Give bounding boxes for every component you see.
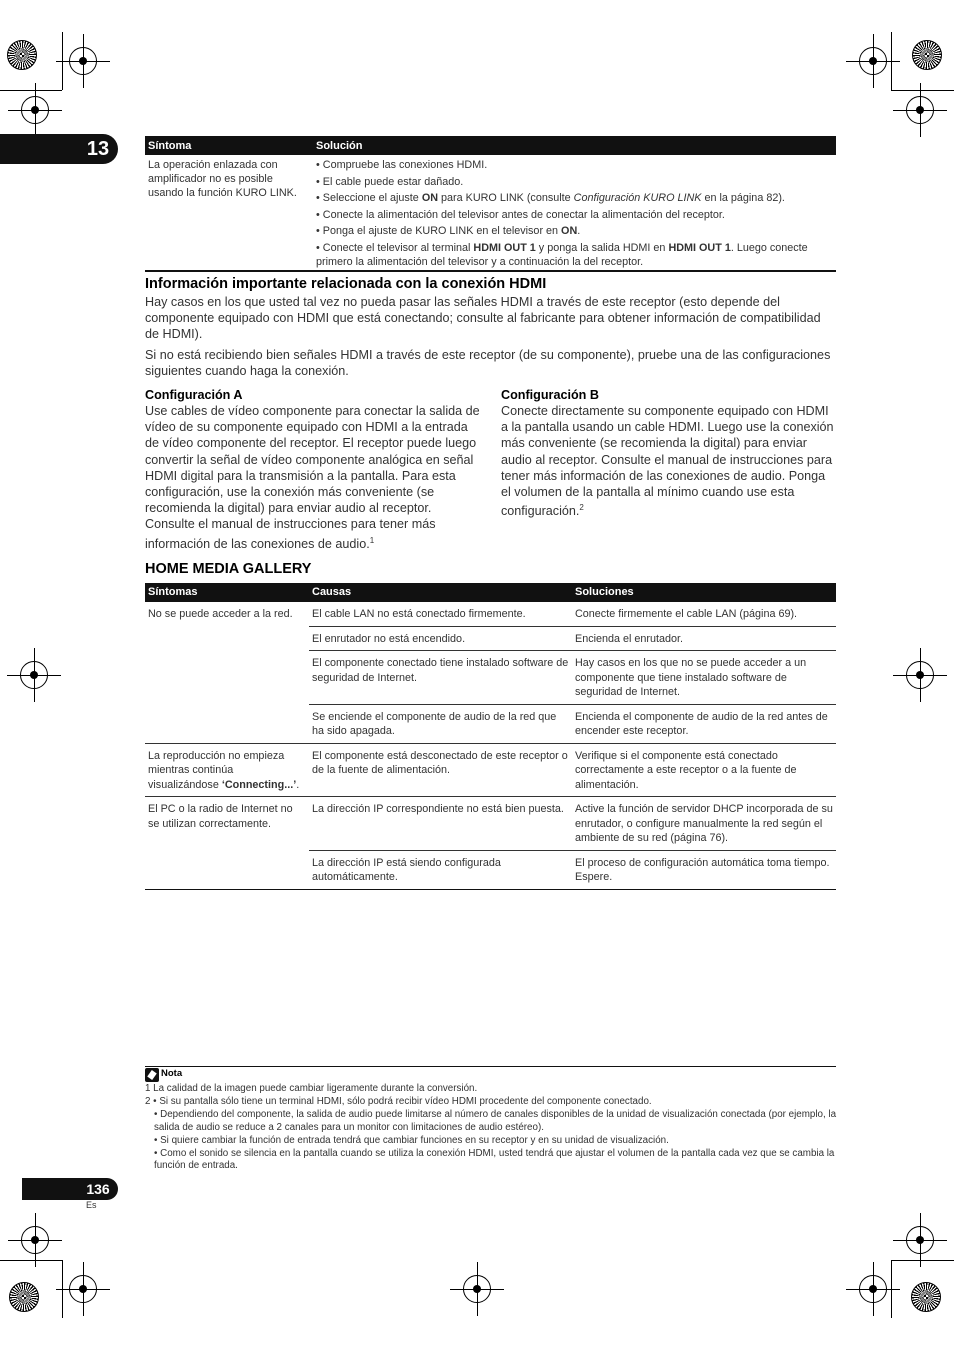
chapter-number: 13 [86, 138, 110, 160]
crop-mark [891, 90, 954, 91]
solution-cell: El proceso de configuración automática toma tiempo. Espere. [572, 850, 836, 889]
language-code: Es [86, 1200, 97, 1210]
kuro-link-table [145, 136, 836, 271]
section-title-hdmi: Información importante relacionada con la conexión HDMI [145, 276, 547, 292]
registration-starburst-icon [912, 40, 942, 70]
registration-mark-icon [859, 47, 887, 75]
section-title-gallery: HOME MEDIA GALLERY [145, 561, 312, 577]
column-header-solution: Solución [313, 136, 836, 155]
page-number: 136 [86, 1181, 110, 1197]
cause-cell: El cable LAN no está conectado firmemente. [309, 602, 572, 626]
crop-mark [0, 90, 62, 91]
config-b-heading: Configuración B [501, 388, 599, 402]
notes-title: Nota [161, 1068, 183, 1079]
solution-cell: Verifique si el componente está conectado correctamente a este receptor o a la fuente de alimentación. [572, 743, 836, 797]
hdmi-paragraph-2: Si no está recibiendo bien señales HDMI a través de este receptor (de su componente), pruebe una de las configuraciones siguientes cuando haga la conexión. [145, 348, 831, 379]
crop-mark [891, 32, 892, 90]
cause-cell: Se enciende el componente de audio de la red que ha sido apagada. [309, 704, 572, 743]
cause-cell: El componente conectado tiene instalado software de seguridad de Internet. [309, 651, 572, 705]
note-item: 2 • Si su pantalla sólo tiene un terminal HDMI, sólo podrá recibir vídeo HDMI procedente del componente conectado. [145, 1095, 652, 1107]
notes-block [145, 1083, 837, 1173]
solution-cell: Encienda el enrutador. [572, 626, 836, 651]
registration-mark-icon [463, 1275, 491, 1303]
column-header-symptoms: Síntomas [145, 583, 309, 602]
solution-item: • Seleccione el ajuste ON para KURO LINK (consulte Configuración KURO LINK en la página 82). [316, 192, 785, 204]
config-a-text: Use cables de vídeo componente para conectar la salida de vídeo de su componente equipado con HDMI a la entrada de vídeo componente del receptor. El receptor puede luego convertir la señal de vídeo componente analógica en señal HDMI digital para la transmisión a la pantalla. Para esta configuración, use la conexión más conveniente (se recomienda la digital) para enviar audio al receptor. Consulte el manual de instrucciones para tener más información de las conexiones de audio.$^1$ [145, 404, 480, 551]
registration-mark-icon [906, 661, 934, 689]
registration-starburst-icon [7, 40, 37, 70]
symptom-cell: No se puede acceder a la red. [145, 602, 309, 743]
note-item: • Dependiendo del componente, la salida de audio puede limitarse al número de canales disponibles de la unidad de visualización conectada (por ejemplo, la salida de audio se reduce a 2 canales para un monitor con limitaciones de audio estéreo). [154, 1108, 837, 1133]
note-item: • Si quiere cambiar la función de entrada tendrá que cambiar funciones en su receptor y en su unidad de visualización. [154, 1134, 669, 1146]
cause-cell: La dirección IP correspondiente no está bien puesta. [309, 797, 572, 851]
cause-cell: La dirección IP está siendo configurada automáticamente. [309, 850, 572, 889]
solution-item: • Conecte el televisor al terminal HDMI OUT 1 y ponga la salida HDMI en HDMI OUT 1. Luego conecte primero la alimentación del televisor y a continuación la del receptor. [316, 241, 808, 268]
hdmi-paragraph-1: Hay casos en los que usted tal vez no pueda pasar las señales HDMI a través de este receptor (esto depende del componente equipado con HDMI que está conectando; consulte al fabricante para obtener información de compatibilidad de HDMI). [145, 295, 821, 342]
registration-mark-icon [69, 47, 97, 75]
crop-mark [62, 1260, 63, 1318]
solution-item: • Conecte la alimentación del televisor antes de conectar la alimentación del receptor. [316, 208, 725, 221]
solution-item: • El cable puede estar dañado. [316, 175, 464, 188]
note-pencil-icon [145, 1068, 159, 1082]
table-row [145, 743, 836, 797]
table-rule [145, 270, 836, 272]
crop-mark [891, 1260, 892, 1318]
solution-item: • Compruebe las conexiones HDMI. [316, 159, 488, 171]
registration-mark-icon [21, 1226, 49, 1254]
cause-cell: El enrutador no está encendido. [309, 626, 572, 651]
cause-cell: El componente está desconectado de este receptor o de la fuente de alimentación. [309, 743, 572, 797]
registration-starburst-icon [911, 1282, 941, 1312]
column-header-symptom: Síntoma [145, 136, 313, 155]
config-b-text: Conecte directamente su componente equipado con HDMI a la pantalla usando un cable HDMI. Luego use la conexión más conveniente (se recomienda la digital) para enviar audio al receptor. Consulte el manual de instrucciones para tener más información de las conexiones de audio. Ponga el volumen de la pantalla al mínimo cuando use esta configuración.$^2$ [501, 404, 834, 519]
registration-mark-icon [906, 96, 934, 124]
symptom-cell: El PC o la radio de Internet no se utilizan correctamente. [145, 797, 309, 890]
gallery-table [145, 583, 836, 890]
config-a-heading: Configuración A [145, 388, 243, 402]
note-item: • Como el sonido se silencia en la pantalla cuando se utiliza la conexión HDMI, usted tendrá que ajustar el volumen de la pantalla cada vez que se cambia la función de entrada. [154, 1147, 835, 1172]
solution-item: • Ponga el ajuste de KURO LINK en el televisor en ON. [316, 225, 581, 237]
crop-mark [0, 1260, 62, 1261]
footnote-ref: 1 [369, 535, 375, 545]
solution-cell: Conecte firmemente el cable LAN (página 69). [572, 602, 836, 626]
registration-mark-icon [906, 1226, 934, 1254]
registration-mark-icon [69, 1275, 97, 1303]
symptom-cell: La reproducción no empieza mientras continúa visualizándose ‘Connecting...’. [145, 743, 309, 797]
crop-mark [62, 32, 63, 90]
footnote-ref: 2 [579, 503, 584, 513]
solution-cell: Hay casos en los que no se puede acceder a un componente que tiene instalado software de seguridad de Internet. [572, 651, 836, 705]
symptom-cell: La operación enlazada con amplificador no es posible usando la función KURO LINK. [148, 159, 297, 199]
registration-mark-icon [21, 96, 49, 124]
column-header-causes: Causas [309, 583, 572, 602]
registration-mark-icon [20, 661, 48, 689]
solution-cell [313, 155, 836, 271]
registration-mark-icon [859, 1275, 887, 1303]
solution-cell: Encienda el componente de audio de la red antes de encender este receptor. [572, 704, 836, 743]
registration-starburst-icon [9, 1282, 39, 1312]
notes-rule [145, 1066, 836, 1067]
column-header-solutions: Soluciones [572, 583, 836, 602]
table-row [145, 797, 836, 851]
solution-cell: Active la función de servidor DHCP incorporada de su enrutador, o configure manualmente la red según el ambiente de su red (página 76). [572, 797, 836, 851]
table-row [145, 602, 836, 626]
page-reference: Configuración KURO LINK [573, 192, 702, 204]
crop-mark [891, 1260, 954, 1261]
note-item: 1 La calidad de la imagen puede cambiar ligeramente durante la conversión. [145, 1083, 478, 1094]
